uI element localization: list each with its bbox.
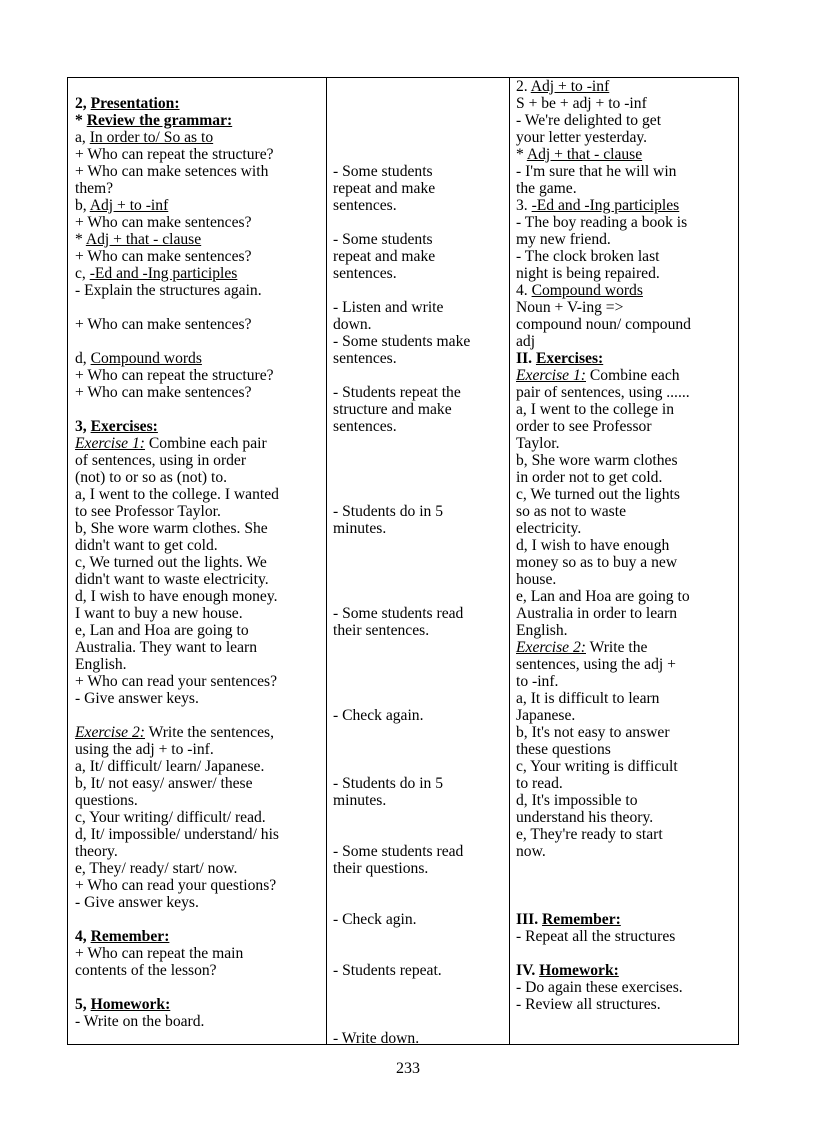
text-line (333, 622, 429, 639)
text-line (333, 299, 443, 316)
text: 4. (516, 282, 532, 299)
text-line (75, 571, 269, 588)
text: b, It's not easy to answer (516, 724, 670, 741)
text-line (75, 503, 221, 520)
text-line (75, 452, 246, 469)
text-line (333, 248, 435, 265)
text: - Some students read (333, 605, 464, 622)
section-heading: Exercises: (90, 418, 158, 435)
text-line (75, 894, 199, 911)
text: house. (516, 571, 557, 588)
text: to see Professor Taylor. (75, 503, 221, 520)
text-line (75, 435, 267, 452)
text-line (75, 809, 266, 826)
text-line (333, 418, 397, 435)
text: English. (75, 656, 127, 673)
text: + Who can read your sentences? (75, 673, 278, 690)
text-line (333, 163, 433, 180)
grammar-heading: -Ed and -Ing participles (531, 197, 680, 214)
text: - I'm sure that he will win (516, 163, 677, 180)
text-line (75, 588, 278, 605)
text: Combine each (586, 367, 680, 384)
text: + Who can make sentences? (75, 316, 252, 333)
teacher-activities-column (68, 78, 327, 1044)
text-line (75, 860, 237, 877)
text-line (333, 605, 463, 622)
text: 4, (75, 928, 91, 945)
text: - Do again these exercises. (516, 979, 683, 996)
text: down. (333, 316, 372, 333)
text: e, They/ ready/ start/ now. (75, 860, 238, 877)
text-line (516, 758, 678, 775)
text: a, It/ difficult/ learn/ Japanese. (75, 758, 265, 775)
text: a, I went to the college in (516, 401, 675, 418)
text: + Who can make sentences? (75, 384, 252, 401)
text-line (333, 707, 424, 724)
text-line (516, 401, 674, 418)
text: d, I wish to have enough (516, 537, 670, 554)
text-line (516, 418, 652, 435)
text-line (516, 996, 661, 1013)
text-line (333, 316, 372, 333)
text: - Write down. (333, 1030, 420, 1047)
text-line (75, 384, 252, 401)
section-heading: Remember: (542, 911, 621, 928)
text-line (75, 129, 213, 146)
text: - Explain the structures again. (75, 282, 262, 299)
text: theory. (75, 843, 118, 860)
text-line (333, 775, 443, 792)
text-line (333, 520, 386, 537)
text-line (516, 928, 675, 945)
text-line (333, 503, 443, 520)
grammar-heading: -Ed and -Ing participles (89, 265, 238, 282)
text: II. (516, 350, 536, 367)
exercise-label: Exercise 1: (516, 367, 586, 384)
text-line (333, 180, 435, 197)
text: c, We turned out the lights (516, 486, 680, 503)
text-line (516, 197, 679, 214)
text: d, It/ impossible/ understand/ his (75, 826, 280, 843)
text: Australia. They want to learn (75, 639, 258, 656)
text-line (333, 962, 442, 979)
text-line (516, 78, 609, 95)
text: 5, (75, 996, 91, 1013)
page-number: 233 (396, 1060, 420, 1077)
text: + Who can read your questions? (75, 877, 277, 894)
text: + Who can repeat the structure? (75, 367, 274, 384)
text: c, We turned out the lights. We (75, 554, 267, 571)
text: to -inf. (516, 673, 559, 690)
text-line (516, 775, 563, 792)
text-line (516, 469, 662, 486)
text-line (333, 350, 397, 367)
text: - The clock broken last (516, 248, 660, 265)
text: e, Lan and Hoa are going to (516, 588, 690, 605)
text: + Who can make setences with (75, 163, 269, 180)
text: repeat and make (333, 248, 436, 265)
text: - Write on the board. (75, 1013, 205, 1030)
text: IV. (516, 962, 540, 979)
text-line (75, 350, 202, 367)
text: III. (516, 911, 543, 928)
text: c, Your writing/ difficult/ read. (75, 809, 266, 826)
text-line (516, 180, 577, 197)
text-line (75, 163, 268, 180)
text-line (516, 384, 690, 401)
text: sentences. (333, 418, 397, 435)
grammar-heading: Compound words (531, 282, 643, 299)
text-line (75, 656, 127, 673)
text-line (516, 95, 647, 112)
text-line (516, 299, 623, 316)
text-line (516, 673, 558, 690)
text: pair of sentences, using ...... (516, 384, 690, 401)
text-line (333, 197, 397, 214)
content-column (510, 78, 738, 1044)
exercise-label: Exercise 1: (75, 435, 145, 452)
text: compound noun/ compound (516, 316, 691, 333)
text-line (75, 826, 279, 843)
text: - We're delighted to get (516, 112, 662, 129)
text-line (75, 758, 264, 775)
text: + Who can make sentences? (75, 248, 252, 265)
text: e, They're ready to start (516, 826, 663, 843)
text-line (75, 605, 243, 622)
text: sentences. (333, 350, 397, 367)
text: c, Your writing is difficult (516, 758, 678, 775)
text-line (516, 214, 687, 231)
text: electricity. (516, 520, 582, 537)
text: - Some students make (333, 333, 471, 350)
text: adj (516, 333, 536, 350)
text: Write the (586, 639, 648, 656)
text-line (75, 367, 274, 384)
text: d, (75, 350, 91, 367)
text-line (516, 112, 661, 129)
text-line (75, 537, 218, 554)
text: questions. (75, 792, 138, 809)
text-line (75, 775, 253, 792)
lesson-plan-table (67, 77, 739, 1045)
text-line (516, 690, 659, 707)
text: didn't want to waste electricity. (75, 571, 269, 588)
text: - Check agin. (333, 911, 417, 928)
text-line (75, 146, 274, 163)
text: (not) to or so as (not) to. (75, 469, 228, 486)
text-line (516, 452, 678, 469)
text: c, (75, 265, 90, 282)
text-line (516, 316, 691, 333)
text-line (75, 673, 277, 690)
text: understand his theory. (516, 809, 654, 826)
text-line (516, 639, 647, 656)
text: money so as to buy a new (516, 554, 678, 571)
text: a, I went to the college. I wanted (75, 486, 279, 503)
text-line (75, 486, 279, 503)
exercise-label: Exercise 2: (516, 639, 586, 656)
text: using the adj + to -inf. (75, 741, 214, 758)
text: their sentences. (333, 622, 430, 639)
text-line (333, 843, 463, 860)
text: minutes. (333, 792, 387, 809)
text: I want to buy a new house. (75, 605, 243, 622)
text-line (75, 95, 180, 112)
text: sentences. (333, 197, 397, 214)
text: contents of the lesson? (75, 962, 217, 979)
text-line (75, 231, 201, 248)
text-line (75, 690, 199, 707)
text-line (516, 435, 560, 452)
text: 3. (516, 197, 532, 214)
text-line (516, 622, 568, 639)
text-line (333, 792, 386, 809)
text-line (75, 282, 262, 299)
text: of sentences, using in order (75, 452, 247, 469)
student-activities-column (327, 78, 510, 1047)
section-heading: Homework: (90, 996, 171, 1013)
text: - Students do in 5 (333, 775, 444, 792)
text-line (75, 520, 268, 537)
text: - Students repeat the (333, 384, 461, 401)
text: Australia in order to learn (516, 605, 678, 622)
text: night is being repaired. (516, 265, 660, 282)
text: d, I wish to have enough money. (75, 588, 278, 605)
text: sentences. (333, 265, 397, 282)
text: * (516, 146, 527, 163)
text: + Who can make sentences? (75, 214, 252, 231)
text: a, It is difficult to learn (516, 690, 660, 707)
text-line (516, 163, 676, 180)
text: - Check again. (333, 707, 424, 724)
text-line (75, 962, 217, 979)
text: - The boy reading a book is (516, 214, 688, 231)
text-line (516, 911, 621, 928)
text-line (75, 945, 243, 962)
text-line (75, 724, 274, 741)
text-line (516, 367, 680, 384)
text: - Students repeat. (333, 962, 442, 979)
text-line (75, 792, 138, 809)
text: their questions. (333, 860, 429, 877)
section-heading: Exercises: (535, 350, 604, 367)
text-line (516, 248, 659, 265)
text-line (516, 979, 683, 996)
text-line (75, 639, 257, 656)
text: - Repeat all the structures (516, 928, 676, 945)
text-line (333, 231, 433, 248)
text-line (333, 333, 470, 350)
text-line (516, 282, 643, 299)
text: b, (75, 197, 90, 214)
text: - Some students (333, 231, 433, 248)
text: repeat and make (333, 180, 436, 197)
text: the game. (516, 180, 577, 197)
text-line (516, 350, 603, 367)
text: + Who can repeat the structure? (75, 146, 274, 163)
grammar-heading: In order to/ So as to (89, 129, 214, 146)
text-line (516, 724, 670, 741)
text-line (75, 741, 214, 758)
text: to read. (516, 775, 563, 792)
text-line (75, 877, 276, 894)
section-heading: Review the grammar: (86, 112, 233, 129)
text-line (516, 962, 619, 979)
text: + Who can repeat the main (75, 945, 244, 962)
text-line (333, 860, 428, 877)
text: structure and make (333, 401, 452, 418)
text: * (75, 231, 86, 248)
text-line (75, 214, 252, 231)
text: - Review all structures. (516, 996, 661, 1013)
text: Write the sentences, (145, 724, 274, 741)
text: 3, (75, 418, 91, 435)
text: - Listen and write (333, 299, 444, 316)
text: - Give answer keys. (75, 894, 199, 911)
text: my new friend. (516, 231, 611, 248)
text-line (333, 1030, 419, 1047)
text: 2, (75, 95, 91, 112)
section-heading: Presentation: (90, 95, 180, 112)
text-line (75, 418, 158, 435)
text: b, It/ not easy/ answer/ these (75, 775, 253, 792)
grammar-heading: Adj + to -inf (89, 197, 169, 214)
text-line (75, 316, 252, 333)
text-line (516, 826, 663, 843)
text-line (516, 707, 575, 724)
text: your letter yesterday. (516, 129, 648, 146)
text-line (75, 248, 252, 265)
text: 2. (516, 78, 531, 95)
section-heading: Remember: (90, 928, 170, 945)
text: sentences, using the adj + (516, 656, 676, 673)
text-line (75, 996, 170, 1013)
text-line (516, 792, 638, 809)
text: them? (75, 180, 114, 197)
text-line (516, 843, 546, 860)
text-line (75, 622, 249, 639)
text-line (75, 928, 169, 945)
text-line (333, 401, 452, 418)
grammar-heading: Compound words (90, 350, 202, 367)
text: English. (516, 622, 568, 639)
text: Noun + V-ing => (516, 299, 624, 316)
text: b, She wore warm clothes (516, 452, 678, 469)
text-line (333, 265, 397, 282)
text: now. (516, 843, 546, 860)
text-line (333, 384, 461, 401)
text-line (516, 231, 611, 248)
text: e, Lan and Hoa are going to (75, 622, 249, 639)
text: a, (75, 129, 90, 146)
text: * (75, 112, 87, 129)
text-line (516, 588, 690, 605)
text-line (516, 656, 676, 673)
text-line (75, 843, 118, 860)
text: minutes. (333, 520, 387, 537)
text-line (516, 265, 660, 282)
section-heading: Homework: (539, 962, 619, 979)
text: d, It's impossible to (516, 792, 638, 809)
text: - Some students read (333, 843, 464, 860)
text-line (516, 809, 653, 826)
exercise-label: Exercise 2: (75, 724, 145, 741)
text: in order not to get cold. (516, 469, 663, 486)
text-line (516, 554, 677, 571)
grammar-heading: Adj + that - clause (526, 146, 643, 163)
text: - Give answer keys. (75, 690, 199, 707)
grammar-heading: Adj + that - clause (85, 231, 202, 248)
text: order to see Professor (516, 418, 652, 435)
text-line (75, 554, 267, 571)
text-line (516, 520, 581, 537)
text: Combine each pair (145, 435, 267, 452)
text-line (516, 605, 677, 622)
text: these questions (516, 741, 611, 758)
text: didn't want to get cold. (75, 537, 218, 554)
text: S + be + adj + to -inf (516, 95, 647, 112)
text-line (333, 911, 417, 928)
text-line (516, 503, 626, 520)
text-line (516, 741, 611, 758)
text-line (75, 1013, 204, 1030)
text-line (516, 146, 642, 163)
text-line (75, 197, 168, 214)
text-line (516, 537, 669, 554)
text-line (516, 571, 556, 588)
text: - Students do in 5 (333, 503, 444, 520)
text-line (516, 333, 535, 350)
text: so as not to waste (516, 503, 627, 520)
text: Japanese. (516, 707, 576, 724)
text: - Some students (333, 163, 433, 180)
grammar-heading: Adj + to -inf (530, 78, 610, 95)
text-line (75, 265, 237, 282)
text-line (516, 129, 647, 146)
text: b, She wore warm clothes. She (75, 520, 268, 537)
text-line (75, 469, 227, 486)
text: Taylor. (516, 435, 560, 452)
text-line (75, 112, 232, 129)
text-line (75, 180, 113, 197)
text-line (516, 486, 680, 503)
